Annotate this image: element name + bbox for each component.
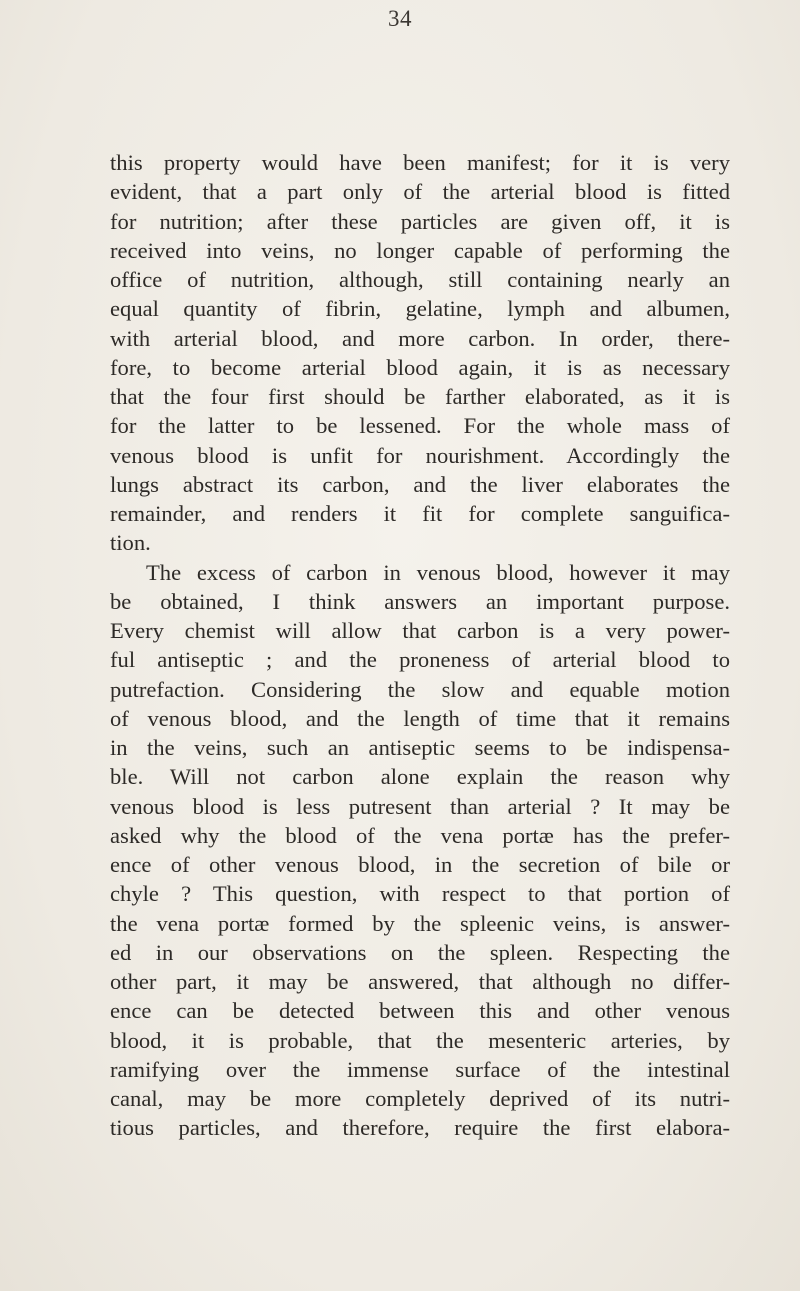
text-line: ed in our observations on the spleen. Respecting the [110, 939, 730, 965]
text-line: other part, it may be answered, that although no differ- [110, 969, 730, 994]
text-line: ence of other venous blood, in the secretion of bile or [110, 852, 730, 877]
text-line: lungs abstract its carbon, and the liver elaborates the [110, 471, 730, 497]
text-line: ramifying over the immense surface of the intestinal [110, 1056, 730, 1082]
text-line: canal, may be more completely deprived of its nutri- [110, 1086, 730, 1111]
text-line: ence can be detected between this and other venous [110, 998, 730, 1024]
text-line: that the four first should be farther elaborated, as it is [110, 384, 730, 409]
text-line: for the latter to be lessened. For the whole mass of [110, 413, 730, 439]
text-line: ful antiseptic ; and the proneness of arterial blood to [110, 647, 730, 673]
text-line: be obtained, I think answers an important purpose. [110, 588, 730, 614]
text-line: remainder, and renders it fit for complete sanguifica- [110, 501, 730, 526]
text-line: venous blood is less putresent than arterial ? It may be [110, 793, 730, 819]
text-line: venous blood is unfit for nourishment. Accordingly the [110, 442, 730, 468]
text-line: for nutrition; after these particles are given off, it is [110, 208, 730, 234]
text-line: asked why the blood of the vena portæ has the prefer- [110, 822, 730, 848]
text-line: office of nutrition, although, still containing nearly an [110, 267, 730, 292]
text-line: fore, to become arterial blood again, it is as necessary [110, 354, 730, 380]
text-line: The excess of carbon in venous blood, however it may [146, 559, 730, 585]
text-line: evident, that a part only of the arterial blood is fitted [110, 179, 730, 205]
text-line: putrefaction. Considering the slow and equable motion [110, 676, 730, 702]
text-line: ble. Will not carbon alone explain the reason why [110, 764, 730, 790]
paragraph-2 [110, 558, 730, 1143]
text-line: tion. [110, 530, 151, 556]
text-line: this property would have been manifest; for it is very [110, 150, 730, 175]
text-line: with arterial blood, and more carbon. In order, there- [110, 325, 730, 351]
text-line: equal quantity of fibrin, gelatine, lymph and albumen, [110, 296, 730, 322]
text-line: chyle ? This question, with respect to that portion of [110, 881, 730, 907]
text-line: in the veins, such an antiseptic seems to be indispensa- [110, 735, 730, 760]
page-number: 34 [388, 6, 412, 31]
text-line: blood, it is probable, that the mesenteric arteries, by [110, 1027, 730, 1053]
text-line: of venous blood, and the length of time that it remains [110, 705, 730, 731]
body-text [110, 148, 730, 1143]
paragraph-1 [110, 148, 730, 558]
text-line: received into veins, no longer capable of performing the [110, 237, 730, 263]
text-line: Every chemist will allow that carbon is a very power- [110, 618, 730, 643]
text-line: tious particles, and therefore, require the first elabora- [110, 1115, 730, 1141]
text-line: the vena portæ formed by the spleenic veins, is answer- [110, 910, 730, 936]
